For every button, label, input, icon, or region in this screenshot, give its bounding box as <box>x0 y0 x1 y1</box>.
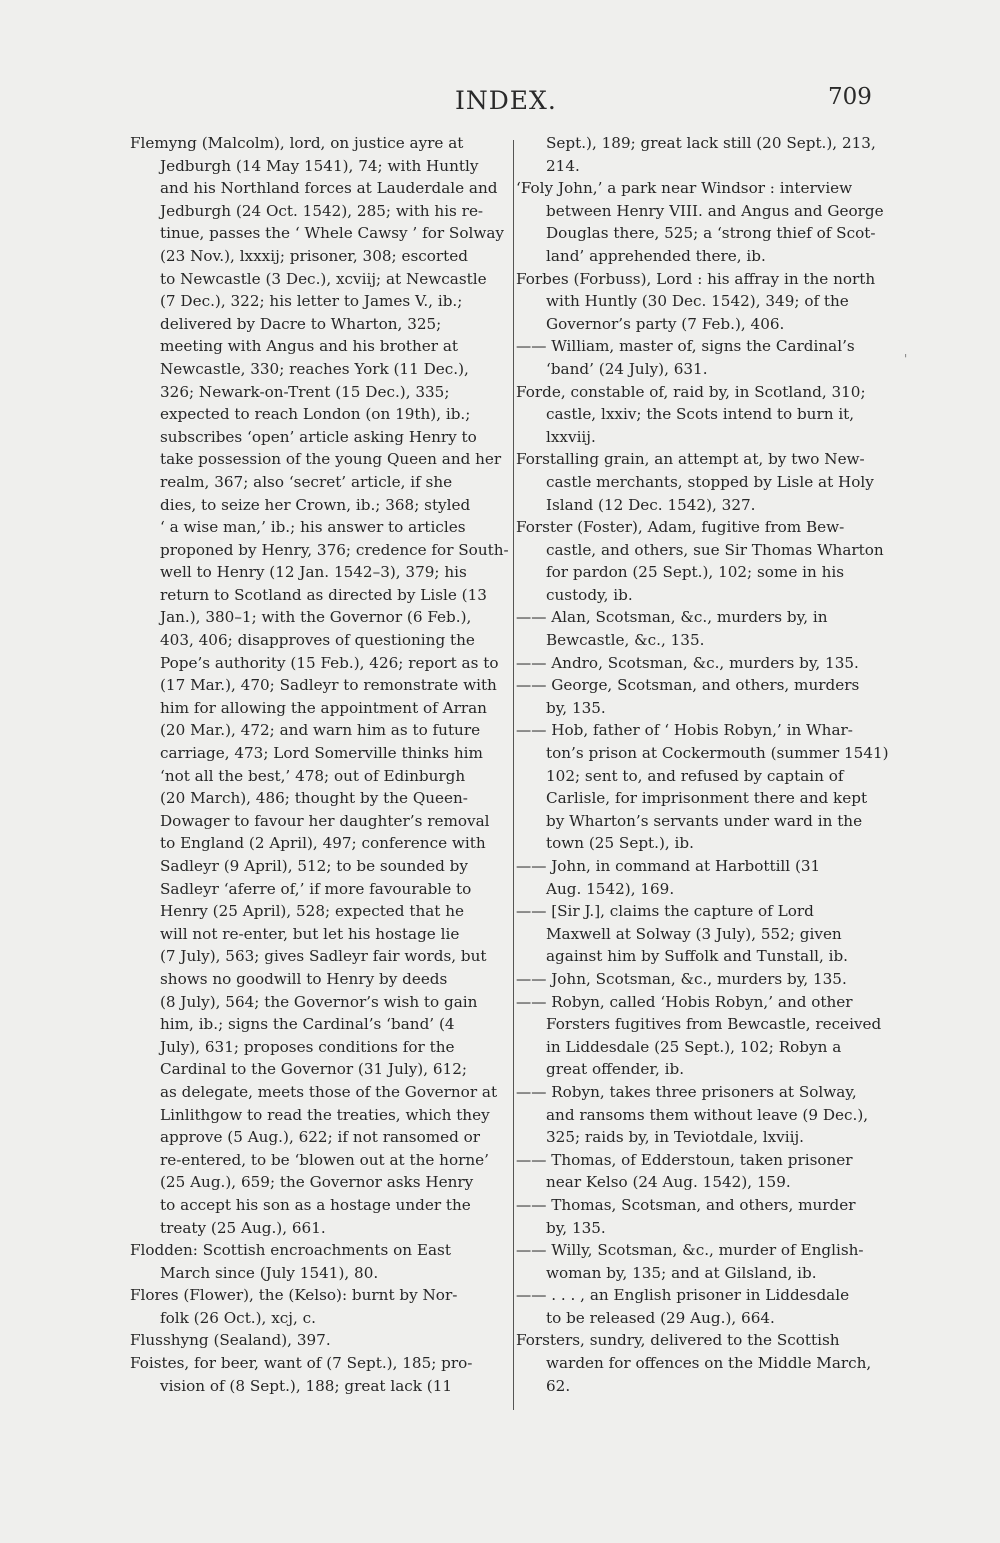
index-line-continuation: (7 Dec.), 322; his letter to James V., ib.; <box>160 292 463 311</box>
index-line-continuation: well to Henry (12 Jan. 1542–3), 379; his <box>160 563 467 582</box>
index-line-continuation: 102; sent to, and refused by captain of <box>546 766 844 785</box>
index-line-continuation: 403, 406; disapproves of questioning the <box>160 631 475 650</box>
index-line-continuation: (25 Aug.), 659; the Governor asks Henry <box>160 1173 474 1192</box>
index-line-continuation: for pardon (25 Sept.), 102; some in his <box>546 563 845 582</box>
index-line-continuation: to be released (29 Aug.), 664. <box>546 1308 775 1327</box>
index-line-continuation: woman by, 135; and at Gilsland, ib. <box>546 1263 817 1282</box>
index-entry-line: —— [Sir J.], claims the capture of Lord <box>516 902 814 921</box>
index-line-continuation: him for allowing the appointment of Arran <box>160 698 487 717</box>
index-line-continuation: 326; Newark-on-Trent (15 Dec.), 335; <box>160 382 450 401</box>
index-line-continuation: Dowager to favour her daughter’s removal <box>160 811 490 830</box>
index-line-continuation: Island (12 Dec. 1542), 327. <box>546 495 756 514</box>
index-line-continuation: against him by Suffolk and Tunstall, ib. <box>546 947 849 966</box>
index-line-continuation: Henry (25 April), 528; expected that he <box>160 902 464 921</box>
index-line-continuation: (20 March), 486; thought by the Queen- <box>160 789 468 808</box>
index-line-continuation: castle merchants, stopped by Lisle at Holy <box>546 472 874 491</box>
index-entry-line: —— Andro, Scotsman, &c., murders by, 135. <box>516 653 859 672</box>
margin-mark: ' <box>904 352 908 366</box>
index-line-continuation: Aug. 1542), 169. <box>546 879 675 898</box>
index-entry-line: —— Thomas, Scotsman, and others, murder <box>516 1195 856 1214</box>
index-line-continuation: subscribes ‘open’ article asking Henry to <box>160 427 477 446</box>
index-line-continuation: ‘not all the best,’ 478; out of Edinburgh <box>160 766 466 785</box>
index-line-continuation: to Newcastle (3 Dec.), xcviij; at Newcastle <box>160 269 487 288</box>
index-entry-line: —— George, Scotsman, and others, murders <box>516 676 860 695</box>
index-entry-line: —— Robyn, takes three prisoners at Solway, <box>516 1082 857 1101</box>
index-line-continuation: delivered by Dacre to Wharton, 325; <box>160 314 442 333</box>
index-line-continuation: Newcastle, 330; reaches York (11 Dec.), <box>160 359 469 378</box>
index-entry-line: Flodden: Scottish encroachments on East <box>130 1241 451 1260</box>
page-number: 709 <box>828 84 872 110</box>
index-line-continuation: (20 Mar.), 472; and warn him as to future <box>160 721 481 740</box>
index-line-continuation: July), 631; proposes conditions for the <box>160 1037 455 1056</box>
index-line-continuation: Pope’s authority (15 Feb.), 426; report as to <box>160 653 499 672</box>
index-line-continuation: castle, lxxiv; the Scots intend to burn it, <box>546 405 855 424</box>
index-line-continuation: realm, 367; also ‘secret’ article, if she <box>160 472 453 491</box>
index-line-continuation: Sept.), 189; great lack still (20 Sept.), 213, <box>546 134 876 152</box>
index-line-continuation: dies, to seize her Crown, ib.; 368; styled <box>160 495 471 514</box>
index-line-continuation: near Kelso (24 Aug. 1542), 159. <box>546 1173 791 1192</box>
index-line-continuation: ‘ a wise man,’ ib.; his answer to articles <box>160 518 466 537</box>
index-line-continuation: approve (5 Aug.), 622; if not ransomed or <box>160 1128 481 1147</box>
index-line-continuation: warden for offences on the Middle March, <box>546 1354 872 1373</box>
index-line-continuation: by, 135. <box>546 1218 606 1237</box>
index-column-right <box>512 132 902 1397</box>
index-line-continuation: Forsters fugitives from Bewcastle, received <box>546 1015 882 1034</box>
index-entry-line: Forster (Foster), Adam, fugitive from Bew- <box>516 518 845 537</box>
index-line-continuation: shows no goodwill to Henry by deeds <box>160 969 448 988</box>
index-line-continuation: Jedburgh (14 May 1541), 74; with Huntly <box>160 156 479 175</box>
index-column-left <box>126 132 518 1397</box>
index-line-continuation: great offender, ib. <box>546 1060 685 1079</box>
index-line-continuation: as delegate, meets those of the Governor at <box>160 1082 498 1101</box>
index-entry-line: Forbes (Forbuss), Lord : his affray in the north <box>516 269 876 288</box>
index-line-continuation: lxxviij. <box>546 427 596 446</box>
index-entry-line: ‘Foly John,’ a park near Windsor : interview <box>516 179 853 198</box>
index-line-continuation: take possession of the young Queen and her <box>160 450 502 469</box>
index-line-continuation: castle, and others, sue Sir Thomas Wharton <box>546 540 884 559</box>
index-entry-line: —— Thomas, of Edderstoun, taken prisoner <box>516 1150 853 1169</box>
index-line-continuation: in Liddesdale (25 Sept.), 102; Robyn a <box>546 1037 842 1056</box>
index-line-continuation: to England (2 April), 497; conference with <box>160 834 486 853</box>
index-line-continuation: 214. <box>546 156 580 175</box>
index-entry-line: Forde, constable of, raid by, in Scotland, 310; <box>516 382 866 401</box>
index-entry-line: Flores (Flower), the (Kelso): burnt by Nor- <box>130 1286 458 1305</box>
index-line-continuation: carriage, 473; Lord Somerville thinks him <box>160 744 483 763</box>
index-line-continuation: folk (26 Oct.), xcj, c. <box>160 1308 316 1327</box>
index-line-continuation: (8 July), 564; the Governor’s wish to gain <box>160 992 478 1011</box>
index-entry-line: Flemyng (Malcolm), lord, on justice ayre at <box>130 134 464 152</box>
index-line-continuation: between Henry VIII. and Angus and George <box>546 201 884 220</box>
index-line-continuation: (7 July), 563; gives Sadleyr fair words, but <box>160 947 487 966</box>
index-line-continuation: Governor’s party (7 Feb.), 406. <box>546 314 785 333</box>
index-entry-line: Forstalling grain, an attempt at, by two New- <box>516 450 865 469</box>
index-line-continuation: Maxwell at Solway (3 July), 552; given <box>546 924 842 943</box>
index-line-continuation: and ransoms them without leave (9 Dec.), <box>546 1105 869 1124</box>
index-line-continuation: (23 Nov.), lxxxij; prisoner, 308; escorted <box>160 246 468 265</box>
index-line-continuation: ton’s prison at Cockermouth (summer 1541) <box>546 744 889 763</box>
index-line-continuation: him, ib.; signs the Cardinal’s ‘band’ (4 <box>160 1015 455 1034</box>
index-line-continuation: vision of (8 Sept.), 188; great lack (11 <box>160 1376 453 1395</box>
index-line-continuation: 62. <box>546 1376 571 1395</box>
index-entry-line: —— Hob, father of ‘ Hobis Robyn,’ in Whar- <box>516 721 853 740</box>
index-line-continuation: land’ apprehended there, ib. <box>546 246 766 265</box>
index-line-continuation: return to Scotland as directed by Lisle (13 <box>160 585 487 604</box>
index-line-continuation: ‘band’ (24 July), 631. <box>546 359 708 378</box>
index-line-continuation: will not re-enter, but let his hostage lie <box>160 924 460 943</box>
index-line-continuation: Douglas there, 525; a ‘strong thief of Scot- <box>546 224 876 243</box>
index-entry-line: —— Willy, Scotsman, &c., murder of English- <box>516 1241 864 1260</box>
index-line-continuation: by, 135. <box>546 698 606 717</box>
index-line-continuation: and his Northland forces at Lauderdale and <box>160 179 498 198</box>
index-entry-line: —— Alan, Scotsman, &c., murders by, in <box>516 608 828 627</box>
index-line-continuation: Sadleyr (9 April), 512; to be sounded by <box>160 857 468 875</box>
index-line-continuation: Sadleyr ‘aferre of,’ if more favourable to <box>160 879 472 898</box>
index-line-continuation: Jan.), 380–1; with the Governor (6 Feb.), <box>160 608 472 627</box>
index-entry-line: —— John, Scotsman, &c., murders by, 135. <box>516 969 847 988</box>
index-line-continuation: town (25 Sept.), ib. <box>546 834 694 853</box>
index-line-continuation: by Wharton’s servants under ward in the <box>546 811 863 830</box>
index-line-continuation: with Huntly (30 Dec. 1542), 349; of the <box>546 292 849 311</box>
index-line-continuation: Cardinal to the Governor (31 July), 612; <box>160 1060 467 1079</box>
index-entry-line: —— John, in command at Harbottill (31 <box>516 857 821 875</box>
index-entry-line: —— . . . , an English prisoner in Liddesdale <box>516 1286 850 1305</box>
index-entry-line: Flusshyng (Sealand), 397. <box>130 1331 331 1350</box>
index-line-continuation: March since (July 1541), 80. <box>160 1263 379 1282</box>
index-entry-line: Forsters, sundry, delivered to the Scottish <box>516 1331 840 1350</box>
index-line-continuation: 325; raids by, in Teviotdale, lxviij. <box>546 1128 805 1147</box>
index-line-continuation: treaty (25 Aug.), 661. <box>160 1218 326 1237</box>
index-line-continuation: proponed by Henry, 376; credence for South- <box>160 540 509 559</box>
index-line-continuation: Jedburgh (24 Oct. 1542), 285; with his re- <box>160 201 484 220</box>
index-entry-line: Foistes, for beer, want of (7 Sept.), 185; pro- <box>130 1354 473 1373</box>
running-head: INDEX. <box>455 86 557 115</box>
index-line-continuation: Linlithgow to read the treaties, which they <box>160 1105 490 1124</box>
index-line-continuation: tinue, passes the ‘ Whele Cawsy ’ for Solway <box>160 224 504 243</box>
index-line-continuation: expected to reach London (on 19th), ib.; <box>160 405 471 424</box>
index-line-continuation: custody, ib. <box>546 585 633 604</box>
index-line-continuation: (17 Mar.), 470; Sadleyr to remonstrate with <box>160 676 497 695</box>
index-entry-line: —— Robyn, called ‘Hobis Robyn,’ and other <box>516 992 853 1011</box>
index-line-continuation: Bewcastle, &c., 135. <box>546 631 705 650</box>
index-line-continuation: re-entered, to be ‘blowen out at the horne’ <box>160 1150 489 1169</box>
index-line-continuation: Carlisle, for imprisonment there and kept <box>546 789 868 808</box>
index-line-continuation: to accept his son as a hostage under the <box>160 1195 471 1214</box>
index-entry-line: —— William, master of, signs the Cardinal’s <box>516 337 855 356</box>
index-line-continuation: meeting with Angus and his brother at <box>160 337 459 356</box>
